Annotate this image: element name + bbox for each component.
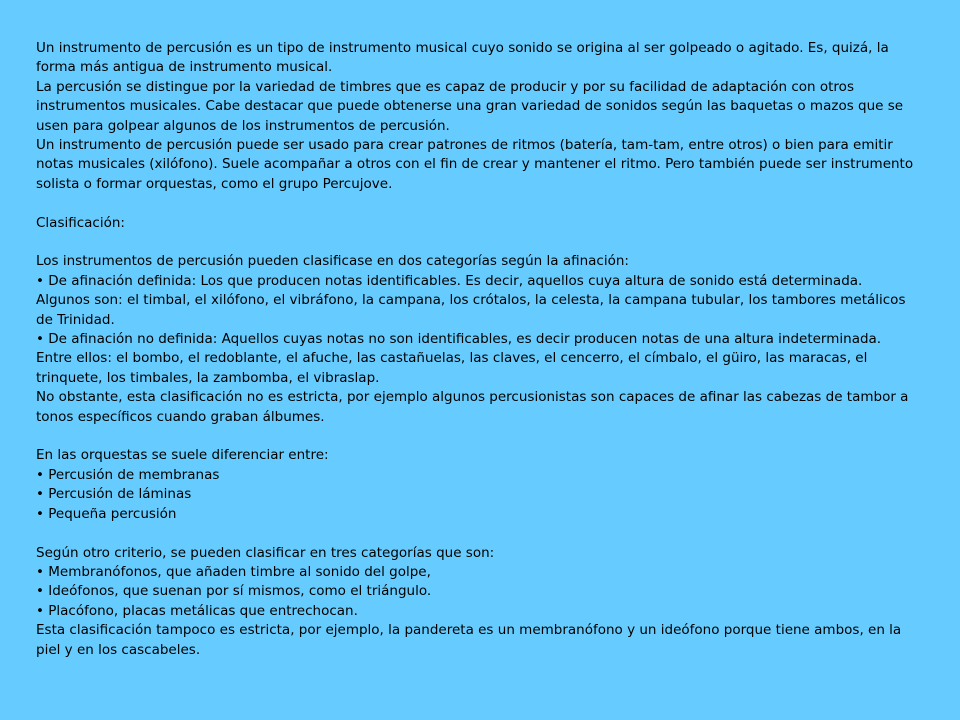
intro-paragraph-2: La percusión se distingue por la variedad de timbres que es capaz de producir y por su facilidad de adaptación con otros instrumentos musicales. Cabe destacar que puede obtenerse una gran variedad de sonidos según las baquetas o mazos que se usen para golpear algunos de los instrumentos de percusión. [36, 78, 904, 134]
classification-lead: Los instrumentos de percusión pueden clasificase en dos categorías según la afinación: [36, 253, 629, 270]
slide-text-body [36, 39, 916, 660]
orchestra-item: • Pequeña percusión [36, 505, 177, 522]
definida-bullet: • De afinación definida: Los que producen notas identificables. Es decir, aquellos cuya altura de sonido está determinada. [36, 272, 863, 289]
criterion-item: • Ideófonos, que suenan por sí mismos, como el triángulo. [36, 583, 432, 600]
classification-note: No obstante, esta clasificación no es estricta, por ejemplo algunos percusionistas son capaces de afinar las cabezas de tambor a tonos específicos cuando graban álbumes. [36, 389, 909, 425]
intro-paragraph-3: Un instrumento de percusión puede ser usado para crear patrones de ritmos (batería, tam-tam, entre otros) o bien para emitir notas musicales (xilófono). Suele acompañar a otros con el fin de crear y mantener el ritmo. Pero también puede ser instrumento solista o formar orquestas, como el grupo Percujove. [36, 137, 914, 192]
spacer [36, 524, 916, 543]
spacer [36, 194, 916, 213]
orchestra-lead: En las orquestas se suele diferenciar entre: [36, 447, 329, 464]
orchestra-item: • Percusión de láminas [36, 486, 192, 503]
definida-examples: Algunos son: el timbal, el xilófono, el vibráfono, la campana, los crótalos, la celesta, la campana tubular, los tambores metálicos de Trinidad. [36, 292, 906, 328]
orchestra-item: • Percusión de membranas [36, 466, 220, 483]
classification-heading: Clasificación: [36, 214, 125, 231]
criterion-item: • Membranófonos, que añaden timbre al sonido del golpe, [36, 563, 431, 580]
criterion-lead: Según otro criterio, se pueden clasificar en tres categorías que son: [36, 544, 495, 561]
spacer [36, 233, 916, 252]
spacer [36, 427, 916, 446]
no-definida-bullet: • De afinación no definida: Aquellos cuyas notas no son identificables, es decir producen notas de una altura indeterminada. [36, 331, 882, 348]
criterion-note: Esta clasificación tampoco es estricta, por ejemplo, la pandereta es un membranófono y un ideófono porque tiene ambos, en la piel y en los cascabeles. [36, 622, 902, 658]
intro-paragraph-1: Un instrumento de percusión es un tipo de instrumento musical cuyo sonido se origina al ser golpeado o agitado. Es, quizá, la forma más antigua de instrumento musical. [36, 40, 889, 76]
no-definida-examples: Entre ellos: el bombo, el redoblante, el afuche, las castañuelas, las claves, el cencerro, el címbalo, el güiro, las maracas, el trinquete, los timbales, la zambomba, el vibraslap. [36, 350, 868, 386]
criterion-item: • Placófono, placas metálicas que entrechocan. [36, 602, 358, 619]
